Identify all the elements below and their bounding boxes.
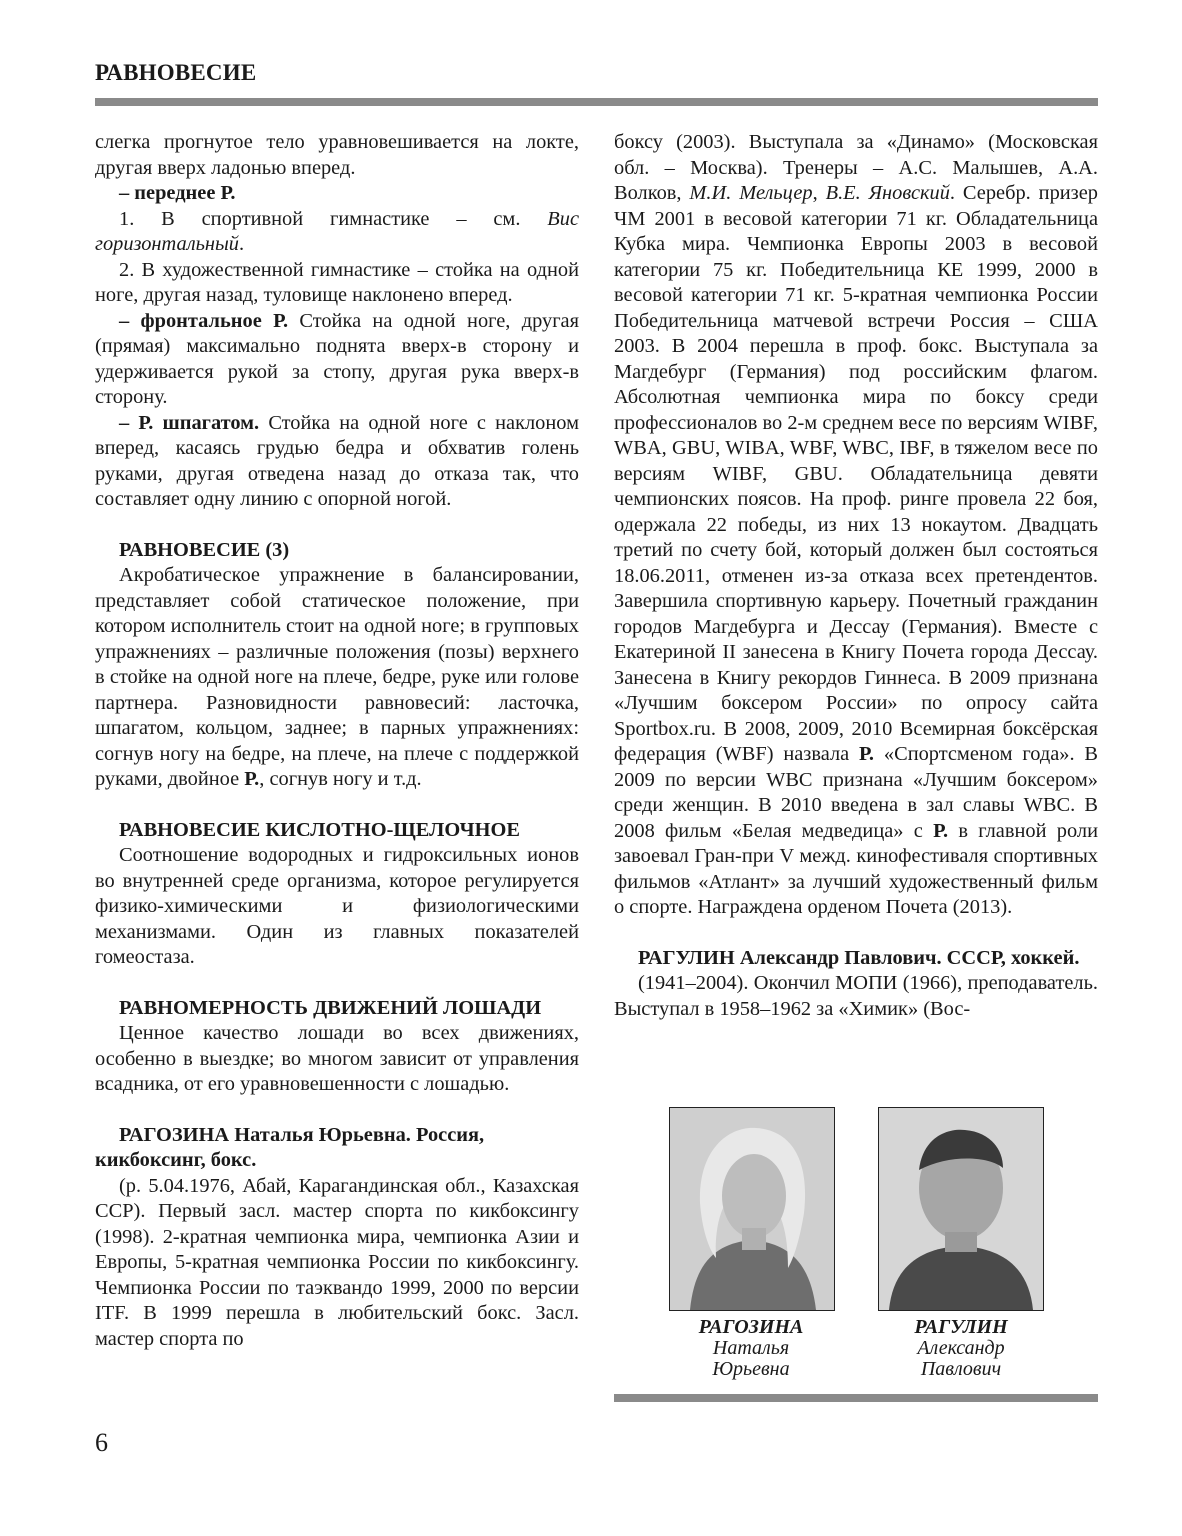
portrait-image (879, 1108, 1043, 1310)
paragraph (614, 130, 1098, 921)
text-run: М.И. Мельцер (689, 182, 813, 204)
caption-patronymic: Павлович (920, 1358, 1002, 1380)
paragraph: Соотношение водородных и гидроксильных ионов во внутренней среде организма, которое регулируется физико-химическими и физиологическими механизмами. Один из главных показателей гомеостаза. (95, 844, 579, 968)
page-number: 6 (95, 1428, 108, 1457)
entry-heading: РАВНОВЕСИЕ КИСЛОТНО-ЩЕЛОЧНОЕ (119, 818, 520, 841)
text-run: Р. (244, 768, 260, 790)
subentry-split (95, 411, 579, 513)
left-column (95, 130, 579, 1352)
subentry-front (95, 181, 579, 207)
subentry-heading: – переднее Р. (119, 182, 236, 204)
text-run: Акробатическое упражнение в балансировании, представляет собой статическое положение, при котором исполнитель стоит на одной ноге; в групповых упражнениях – различные положения (позы) верхнего в стойке на одной ноге на плече, бедре, руке или голове партнера. Разновидности равновесий: ласточка, шпагатом, кольцом, заднее; в парных упражнениях: согнув ногу на бедре, на плече, на плече с поддержкой руками, двойное (95, 564, 579, 790)
text-run: В.Е. Яновский (825, 182, 950, 204)
portrait-ragulin (878, 1107, 1044, 1311)
paragraph: Ценное качество лошади во всех движениях, особенно в выездке; во многом зависит от управления всадника, от его уравновешенности с лошадью. (95, 1022, 579, 1095)
paragraph: (р. 5.04.1976, Абай, Карагандинская обл., Казахская ССР). Первый засл. мастер спорта по кикбоксингу (1998). 2-кратная чемпионка мира, чемпионка Азии и Европы, 5-кратная чемпионка России по кикбоксингу. Чемпионка России по таэквандо 1999, 2000 по версии ITF. В 1999 перешла в любительский бокс. Засл. мастер спорта по (95, 1174, 579, 1350)
text-run: . Серебр. призер ЧМ 2001 в весовой категории 71 кг. Обладательница Кубка мира. Чемпионка Европы 2003 в весовой категории 75 кг. Победительница КЕ 1999, 2000 в весовой категории 71 кг. 5-кратная чемпионка России Победительница матчевой встречи Россия – США 2003. В 2004 перешла в проф. бокс. Выступала за Магдебург (Германия) под российским флагом. Абсолютная чемпионка мира по боксу среди профессионалов во 2-м среднем весе по версиям WIBF, WBA, GBU, WIBA, WBF, WBC, IBF, в тяжелом весе по версиям WIBF, GBU. Обладательница девяти чемпионских поясов. На проф. ринге провела 22 боя, одержала 22 победы, из них 13 нокаутом. Двадцать третий по счету бой, который должен был состояться 18.06.2011, отменен из-за отказа всех претендентов. Завершила спортивную карьеру. Почетный гражданин городов Магдебурга и Дессау (Германия). Вместе с Екатериной II занесена в Книгу Почета города Дессау. Занесена в Книгу рекордов Гиннеса. В 2009 признана «Лучшим боксером России» по опросу сайта Sportbox.ru. В 2008, 2009, 2010 Всемирная боксёрская федерация (WBF) назвала (614, 182, 1098, 765)
caption-ragozina (656, 1317, 846, 1380)
paragraph: (1941–2004). Окончил МОПИ (1966), преподаватель. Выступал в 1958–1962 за «Химик» (Вос- (614, 972, 1098, 1020)
text-run: Стойка на одной ноге с наклоном вперед, касаясь грудью бедра и обхватив голень руками, другая отведена назад до отказа так, что составляет одну линию с опорной ногой. (95, 411, 579, 510)
text-run: в главной роли завоевал Гран-при V межд. кинофестиваля спортивных фильмов «Атлант» за лучший художественный фильм о спорте. Награждена орденом Почета (2013). (614, 819, 1098, 918)
entry-heading: РАГУЛИН Александр Павлович. СССР, хоккей. (638, 946, 1080, 969)
text-run: , (812, 182, 826, 204)
paragraph: 2. В художественной гимнастике – стойка на одной ноге, другая назад, туловище наклонено вперед. (95, 258, 579, 306)
running-head: РАВНОВЕСИЕ (95, 60, 257, 85)
right-column (614, 130, 1098, 1022)
text-run: 1. В спортивной гимнастике – см. (119, 207, 548, 230)
subentry-heading: – фронтальное Р. (119, 309, 289, 332)
entry-heading: РАВНОВЕСИЕ (3) (119, 538, 290, 561)
photo-block (614, 1107, 1098, 1407)
paragraph: слегка прогнутое тело уравновешивается на локте, другая вверх ладонью вперед. (95, 131, 579, 179)
text-run: Р. (933, 819, 949, 842)
header-rule (95, 98, 1098, 106)
text-run: , согнув ногу и т.д. (259, 768, 422, 790)
text-run: . (239, 233, 245, 255)
subentry-frontal (95, 309, 579, 411)
entry-heading: РАВНОМЕРНОСТЬ ДВИЖЕНИЙ ЛОШАДИ (119, 996, 542, 1019)
text-run: боксу (2003). Выступала за «Динамо» (Московская обл. – Москва). Тренеры – А.С. Малышев, А.А. Волков, (614, 131, 1098, 204)
caption-name: Наталья (712, 1337, 790, 1359)
subentry-heading: – Р. шпагатом. (119, 411, 260, 434)
caption-surname: РАГУЛИН (914, 1316, 1008, 1338)
text-run: Р. (859, 743, 875, 765)
cross-reference: Вис горизонтальный (95, 207, 579, 255)
text-run: Стойка на одной ноге, другая (прямая) максимально поднята вверх-в сторону и удерживается рукой за стопу, другая рука вверх-в сторону. (95, 309, 579, 408)
portrait-image (670, 1108, 834, 1310)
caption-patronymic: Юрьевна (712, 1358, 790, 1380)
caption-name: Александр (917, 1337, 1005, 1359)
entry-heading: РАГОЗИНА Наталья Юрьевна. Россия, кикбоксинг, бокс. (95, 1123, 485, 1171)
paragraph (95, 207, 579, 258)
caption-ragulin (866, 1317, 1056, 1380)
portrait-ragozina (669, 1107, 835, 1311)
footer-rule (614, 1394, 1098, 1402)
paragraph (95, 563, 579, 793)
text-run: «Спортсменом года». В 2009 по версии WBC признана «Лучшим боксером» среди женщин. В 2010 введена в зал славы WBC. В 2008 фильм «Белая медведица» с (614, 743, 1098, 842)
caption-surname: РАГОЗИНА (698, 1316, 804, 1338)
